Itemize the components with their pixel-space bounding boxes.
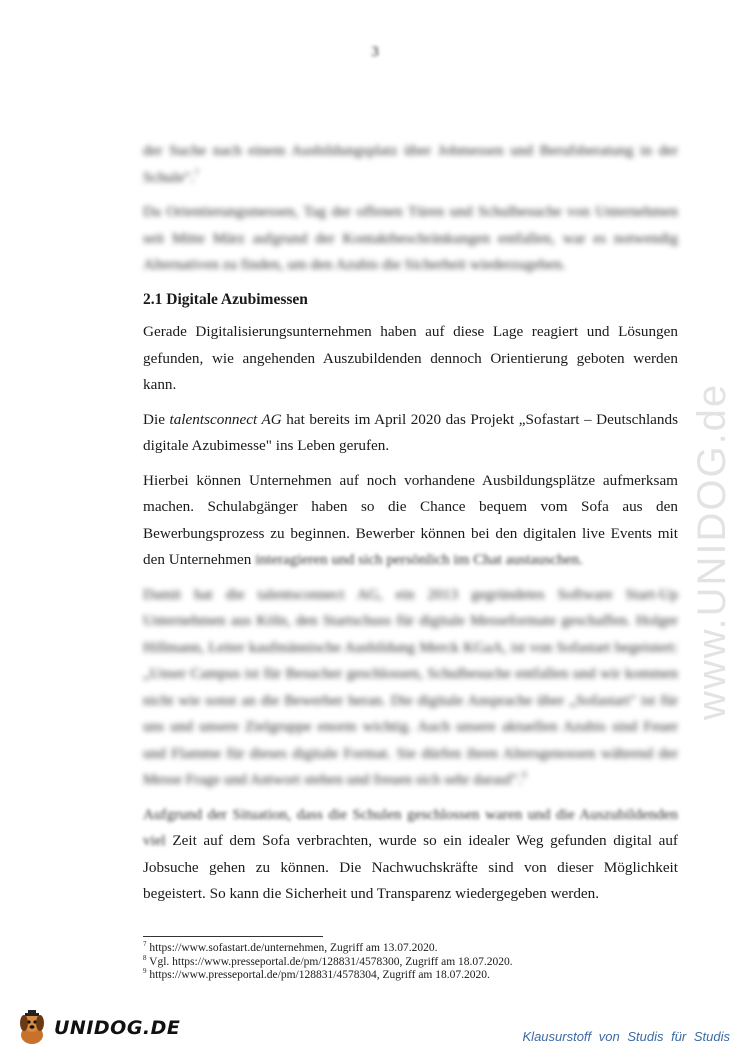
- footnote-separator: [143, 936, 323, 937]
- footnote-8: $^8$ Vgl. https://www.presseportal.de/pm/128831/4578300, Zugriff am 18.07.2020.: [143, 953, 513, 968]
- footnote-9: $^9$ https://www.presseportal.de/pm/128831/4578304, Zugriff am 18.07.2020.: [143, 967, 490, 981]
- paragraph-details: Hierbei können Unternehmen auf noch vorhandene Ausbildungsplätze aufmerksam machen. Schulabgänger haben so die Chance bequem vom Sofa aus den Bewerbungsprozess zu beginnen. Bewerber können bei den digitalen live Events mit den Unternehmen interagieren und sich persönlich im Chat austauschen.: [143, 471, 678, 568]
- slogan: Klausurstoff von Studis für Studis: [522, 1029, 730, 1044]
- footnotes: [143, 942, 678, 983]
- paragraph-conclusion: Aufgrund der Situation, dass die Schulen geschlossen waren und die Auszubildenden viel Zeit auf dem Sofa verbrachten, wurde so ein idealer Weg gefunden digital auf Jobsuche gehen zu können. Die Nachwuchskräfte sind von dieser Möglichkeit begeistert. So kann die Sicherheit und Transparenz wiedergegeben werden.: [143, 805, 678, 902]
- paragraph-intro: Gerade Digitalisierungsunternehmen haben auf diese Lage reagiert und Lösungen gefunden, wie angehenden Auszubildenden dennoch Orientierung geboten werden kann.: [143, 323, 678, 393]
- page-number: 3: [371, 44, 379, 60]
- document-body: [143, 138, 678, 916]
- blurred-paragraph-quote: Damit hat die talentsconnect AG, ein 2013 gegründetes Software Start-Up Unternehmen aus Köln, den Startschuss für digitale Messeformate geschaffen. Holger Hillmann, Leiter kaufmännische Ausbildung Merck KGaA, ist von Sofastart begeistert: „Unser Campus ist für Besucher geschlossen, Schulbesuche entfallen und wir kommen nicht wie sonst an die Bewerber heran. Die digitale Ansprache über „Sofastart" ist für uns und unsere Zielgruppe enorm wichtig. Auch unsere aktuellen Azubis sind Feuer und Flamme für dieses digitale Format. Sie dürfen ihren Altersgenossen während der Messe Frage und Antwort stehen und freuen sich sehr darauf".$^9$: [143, 585, 678, 788]
- blurred-paragraph-2: Da Orientierungsmessen, Tag der offenen Türen und Schulbesuche von Unternehmen seit Mitte März aufgrund der Kontaktbeschränkungen entfallen, war es notwendig Alternativen zu finden, um den Azubis die Sicherheit wiederzugeben.: [143, 203, 678, 273]
- footnote-7: $^7$ https://www.sofastart.de/unternehmen, Zugriff am 13.07.2020.: [143, 940, 438, 954]
- watermark-text: www.UNIDOG.de: [690, 382, 734, 720]
- section-heading: 2.1 Digitale Azubimessen: [143, 290, 308, 308]
- unidog-logo[interactable]: [12, 1006, 180, 1050]
- paragraph-company: Die talentsconnect AG hat bereits im April 2020 das Projekt „Sofastart – Deutschlands digitale Azubimesse" ins Leben gerufen.: [143, 410, 679, 454]
- dog-icon: [12, 1008, 52, 1048]
- logo-text: UNIDOG.DE: [54, 1017, 181, 1039]
- company-name: talentsconnect AG: [169, 410, 282, 428]
- blurred-paragraph-1: der Suche nach einem Ausbildungsplatz über Jobmessen und Berufsberatung in der Schule".$^7$: [143, 142, 678, 186]
